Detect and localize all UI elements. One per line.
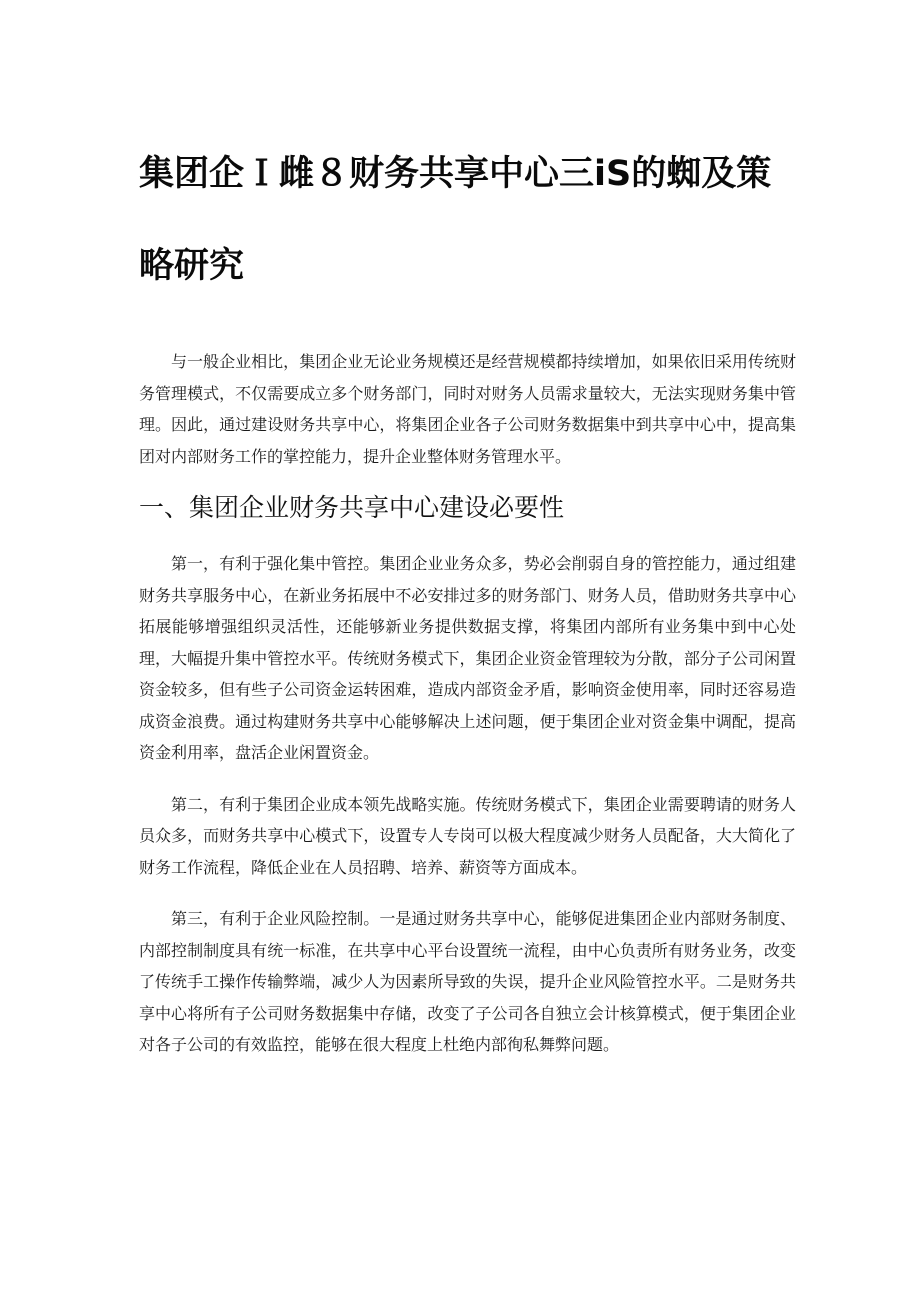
title-line-1: 集团企Ｉ雌８财务共享中心三iS的蜘及策	[139, 154, 772, 194]
document-title	[139, 128, 796, 312]
body-paragraph-1: 第一，有利于强化集中管控。集团企业业务众多，势必会削弱自身的管控能力，通过组建财务共享服务中心，在新业务拓展中不必安排过多的财务部门、财务人员，借助财务共享中心拓展能够增强组织灵活性，还能够新业务提供数据支撑，将集团内部所有业务集中到中心处理，大幅提升集中管控水平。传统财务模式下，集团企业资金管理较为分散，部分子公司闲置资金较多，但有些子公司资金运转困难，造成内部资金矛盾，影响资金使用率，同时还容易造成资金浪费。通过构建财务共享中心能够解决上述问题，便于集团企业对资金集中调配，提高资金利用率，盘活企业闲置资金。	[139, 554, 796, 762]
body-paragraph-2: 第二，有利于集团企业成本领先战略实施。传统财务模式下，集团企业需要聘请的财务人员众多，而财务共享中心模式下，设置专人专岗可以极大程度减少财务人员配备，大大简化了财务工作流程，降低企业在人员招聘、培养、薪资等方面成本。	[139, 794, 796, 877]
title-line-2: 略研究	[139, 246, 245, 286]
section-heading: 一、集团企业财务共享中心建设必要性	[139, 493, 565, 522]
body-paragraph-3: 第三，有利于企业风险控制。一是通过财务共享中心，能够促进集团企业内部财务制度、内部控制制度具有统一标准，在共享中心平台设置统一流程，由中心负责所有财务业务，改变了传统手工操作传输弊端，减少人为因素所导致的失误，提升企业风险管控水平。二是财务共享中心将所有子公司财务数据集中存储，改变了子公司各自独立会计核算模式，便于集团企业对各子公司的有效监控，能够在很大程度上杜绝内部徇私舞弊问题。	[139, 909, 796, 1054]
intro-paragraph: 与一般企业相比，集团企业无论业务规模还是经营规模都持续增加，如果依旧采用传统财务管理模式，不仅需要成立多个财务部门，同时对财务人员需求量较大，无法实现财务集中管理。因此，通过建设财务共享中心，将集团企业各子公司财务数据集中到共享中心中，提高集团对内部财务工作的掌控能力，提升企业整体财务管理水平。	[139, 352, 796, 466]
